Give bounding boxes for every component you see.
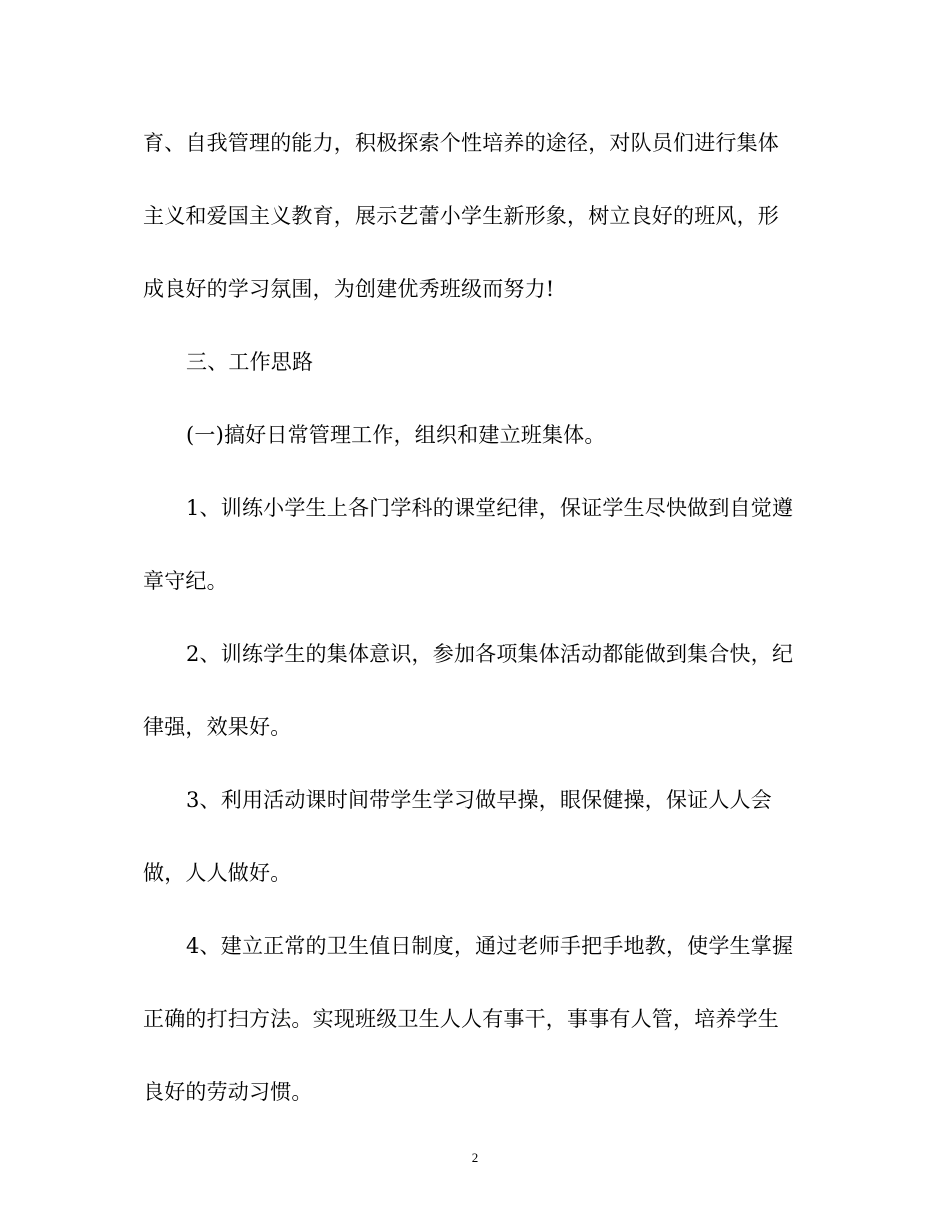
list-item-4-line-1: 4、建立正常的卫生值日制度，通过老师手把手地教，使学生掌握	[186, 934, 794, 958]
text-line: 主义和爱国主义教育，展示艺蕾小学生新形象，树立良好的班风，形	[143, 204, 779, 228]
list-item-4-line-2: 正确的打扫方法。实现班级卫生人人有事干，事事有人管，培养学生	[143, 1007, 779, 1031]
list-item-1-line-1: 1、训练小学生上各门学科的课堂纪律，保证学生尽快做到自觉遵	[186, 496, 794, 520]
page-number: 2	[471, 1150, 479, 1165]
text-line: 育、自我管理的能力，积极探索个性培养的途径，对队员们进行集体	[143, 131, 779, 155]
list-item-3-line-2: 做，人人做好。	[143, 861, 292, 885]
list-item-1-line-2: 章守纪。	[143, 569, 228, 593]
list-item-4-line-3: 良好的劳动习惯。	[143, 1080, 313, 1104]
subsection-heading: (一)搞好日常管理工作，组织和建立班集体。	[186, 423, 606, 447]
list-item-2-line-2: 律强，效果好。	[143, 715, 292, 739]
list-item-2-line-1: 2、训练学生的集体意识，参加各项集体活动都能做到集合快，纪	[186, 642, 794, 666]
text-line: 成良好的学习氛围，为创建优秀班级而努力!	[143, 277, 555, 301]
section-heading: 三、工作思路	[186, 350, 314, 374]
list-item-3-line-1: 3、利用活动课时间带学生学习做早操，眼保健操，保证人人会	[186, 788, 772, 812]
